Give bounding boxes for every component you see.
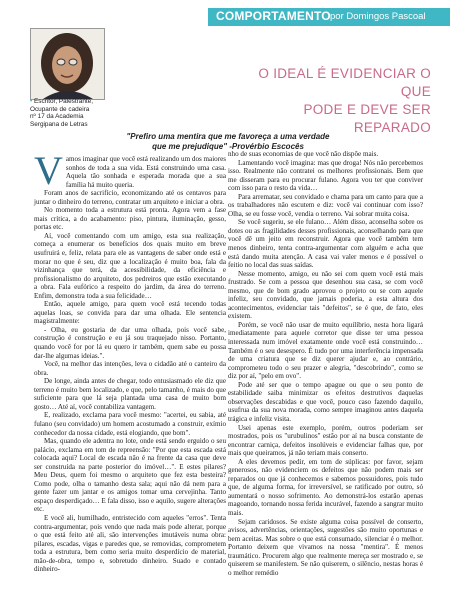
article-title — [246, 65, 431, 137]
paragraph: De longe, ainda antes de chegar, todo entusiasmado ele diz que terreno é muito bem localizado, e que, pelo tamanho, é mais do que suficiente para que lá seja plantada uma casa de muito bom gosto… Até aí, você contabiliza vantagem. — [34, 377, 226, 411]
paragraph: No momento toda a estrutura está pronta. Agora vem a fase mais crítica, a do acabamento: piso, pintura, iluminação, gesso, portas etc. — [34, 206, 226, 232]
paragraph: nho de suas economias de que você não dispõe mais. — [228, 150, 379, 158]
quote-line: que me prejudique" -Provérbio Escocês — [152, 142, 304, 151]
paragraph: Lamentando você imagina: mas que droga! Nós não percebemos isso. Realmente não contratei os melhores profissionais. Bem que me disseram para eu procurar fulano. Agora vou ter que conviver com isso para o resto da vida… — [228, 158, 423, 193]
author-photo — [30, 28, 105, 100]
paragraph: Foram anos de sacrifício, economizando até os centavos para juntar o dinheiro do terreno, contratar um arquiteto e iniciar a obra. — [34, 189, 226, 206]
author-portrait-image — [31, 29, 104, 99]
paragraph: Usei apenas este exemplo, porém, outros poderiam ser mostrados, pois os "urubulinos" estão por aí na busca constante de encontrar carniça, defeitos insolúveis e evidenciar falhas que, por mais que queiramos, já não teriam mais conserto. — [228, 423, 423, 458]
bio-text: Escritor, Palestrante, — [34, 98, 93, 105]
paragraph: Para arrematar, seu convidado e chama para um canto para que a os trabalhadores não escutem e diz: você vai continuar com isso? Olha, se eu fosse você, vendia o terreno. Vai sobrar muita coisa. — [228, 192, 423, 218]
author-bio — [30, 98, 138, 128]
paragraph-text: amos imaginar que você está realizando um dos maiores sonhos de toda a sua vida. Está construindo uma casa. Aquela tão sonhada e esperada morada que a sua família há muito queria. — [65, 155, 226, 189]
bullet-icon: • — [30, 98, 35, 105]
quote-line: "Prefiro uma mentira que me favoreça a uma verdade — [126, 132, 330, 141]
paragraph: Aí, você comentando com um amigo, esta sua realização, começa a enumerar os benefícios dos quais muito em breve usufruirá e, feliz, relata para ele as vantagens de saber onde está e morar no que é seu, diz que a localização é muito boa, fala da vizinhança que terá, da acessibilidade, da eficiência e profissionalismo do arquiteto, dos pedreiros que estão executando a obra. Fala eufórico a respeito do jardim, da área do terreno. Enfim, demonstra toda a sua felicidade… — [34, 231, 226, 300]
paragraph: Sejam caridosos. Se existe alguma coisa possível de conserto, avisos, advertências, orientações, sugestões são muito oportunas e bem aceitas. Mas sobre o que está consumado, silenciar é o melhor. Portanto deixem que vivamos na nossa "mentira". É menos traumático. Procurem algo que realmente mereça ser mostrado e, se quiserem se manifestem. Se não quiserem, o silêncio, nestas horas é o melhor remédio — [228, 517, 423, 577]
epigraph-quote — [78, 132, 378, 152]
paragraph: - Olha, eu gostaria de dar uma olhada, pois você sabe, construção é construção e eu já sou traquejado nisso. Portanto, quando você for por lá eu quero ir também, quem sabe eu possa dar-lhe algumas ideias.". — [34, 325, 226, 360]
title-line: O IDEAL É EVIDENCIAR O QUE — [258, 66, 431, 99]
paragraph: Você, na melhor das intenções, leva o cidadão até o canteiro da obra. — [34, 360, 226, 377]
section-header-bar — [208, 8, 450, 26]
bio-line: Sergipana de Letras — [30, 120, 88, 128]
byline: por Domingos Pascoal — [330, 11, 426, 22]
paragraph — [34, 148, 226, 193]
section-title: COMPORTAMENTO — [216, 9, 331, 23]
paragraph: Porém, se você não usar de muito equilíbrio, nesta hora ligará imediatamente para aquele corretor que disse ter uma pessoa interessada num imóvel exatamente onde você está construindo… Também é o seu desespero. É tudo por uma interferência impensada de uma criatura que se diz querer ajudar e, ao contrário, comprometeu todo o seu prazer e alegria, "descobrindo", como se diz por aí, "pelo em ovo". — [228, 320, 423, 381]
paragraph: E, realizado, exclama para você mesmo: "acertei, eu sabia, até fulano (seu convidado) um homem acostumado a construir, exímio conhecedor da nossa cidade, está elogiando, que bom". — [34, 411, 226, 437]
bio-line: Ocupante de cadeira — [30, 105, 90, 113]
paragraph: E você ali, humilhado, entristecido com aqueles "erros". Tenta contra-argumentar, pois vendo que nada mais pode alterar, porque o que está feito até ali, são intervenções imutáveis numa obra: pilares, escadas, vigas e paredes que, se removidas, comprometem toda a estrutura, bem como seria muito desperdício de material, mão-de-obra, tempo e, sobretudo dinheiro. Suado e contado dinheiro- — [34, 513, 226, 574]
paragraph: Nesse momento, amigo, eu não sei com quem você está mais frustrado. Se com a pessoa que desenhou sua casa, se com você mesmo, que de bom grado aprovou o projeto ou se com aquele infeliz, seu convidado, que jamais poderia, a esta altura dos acontecimentos, evidenciar tais "defeitos", se é que, de fato, eles existem. — [228, 269, 423, 321]
article-column-left — [34, 148, 226, 574]
bio-line — [30, 98, 138, 106]
drop-cap: V — [34, 148, 63, 193]
paragraph: A eles devemos pedir, em tom de súplicas: por favor, sejam generosos, não evidenciem os defeitos que não podem mais ser reparados ou que já conhecemos e sabemos possuidores, pois tudo que, de alguma forma, for irreversível, se ratificado por outro, só aumentará o nosso sofrimento. Ao demonstrá-los estarão apenas magoando, tornando nossa ferida incurável, fazendo a sangrar muito mais. — [228, 457, 423, 517]
article-column-right — [228, 150, 423, 577]
bio-line: nº 17 da Academia — [30, 113, 84, 121]
paragraph: Então, aquele amigo, para quem você está tecendo todas aquelas loas, se convida para dar uma olhada. Ele sentencia magistralmente: — [34, 300, 226, 326]
paragraph: Se você sugeriu, se ele fulano… Além disso, aconselha sobre os dotes ou as fragilidades desses profissionais, aconselhando para que você dê um jeito em reconstruir. Agora que você também tem menos dinheiro, tenta contra-argumentar com alguém e acha que está dando muita atenção. A casa vai valer menos e é possível o feitio no local das suas saídas. — [228, 218, 423, 270]
title-line: PODE E DEVE SER REPARADO — [303, 102, 431, 135]
paragraph: Pode até ser que o tempo apague ou que o seu ponto de estabilidade saiba minimizar os efeitos destrutivos daquelas observações descabidas e que você, pouco caso fazendo daquilo, usufrua da sua nova morada, como sempre imaginou antes daquela trágica e infeliz visita. — [228, 380, 423, 423]
paragraph: Mas, quando ele adentra no lote, onde está sendo erguido o seu palácio, exclama em tom de repreensão: "Por que esta escada está colocada aqui? Local de escada não é na frente da casa que deve ser construída na parte posterior do imóvel…". E estes pilares? Meu Deus, quem foi mesmo o arquiteto que fez esta besteira? Como pode, olha o tamanho desta sala; aqui não dá nem para a gente fazer um jantar e os amigos tomar uma cervejinha. Tanto espaço desperdiçado… E fala disso, isso e aquilo, sugere alterações etc. — [34, 437, 226, 514]
